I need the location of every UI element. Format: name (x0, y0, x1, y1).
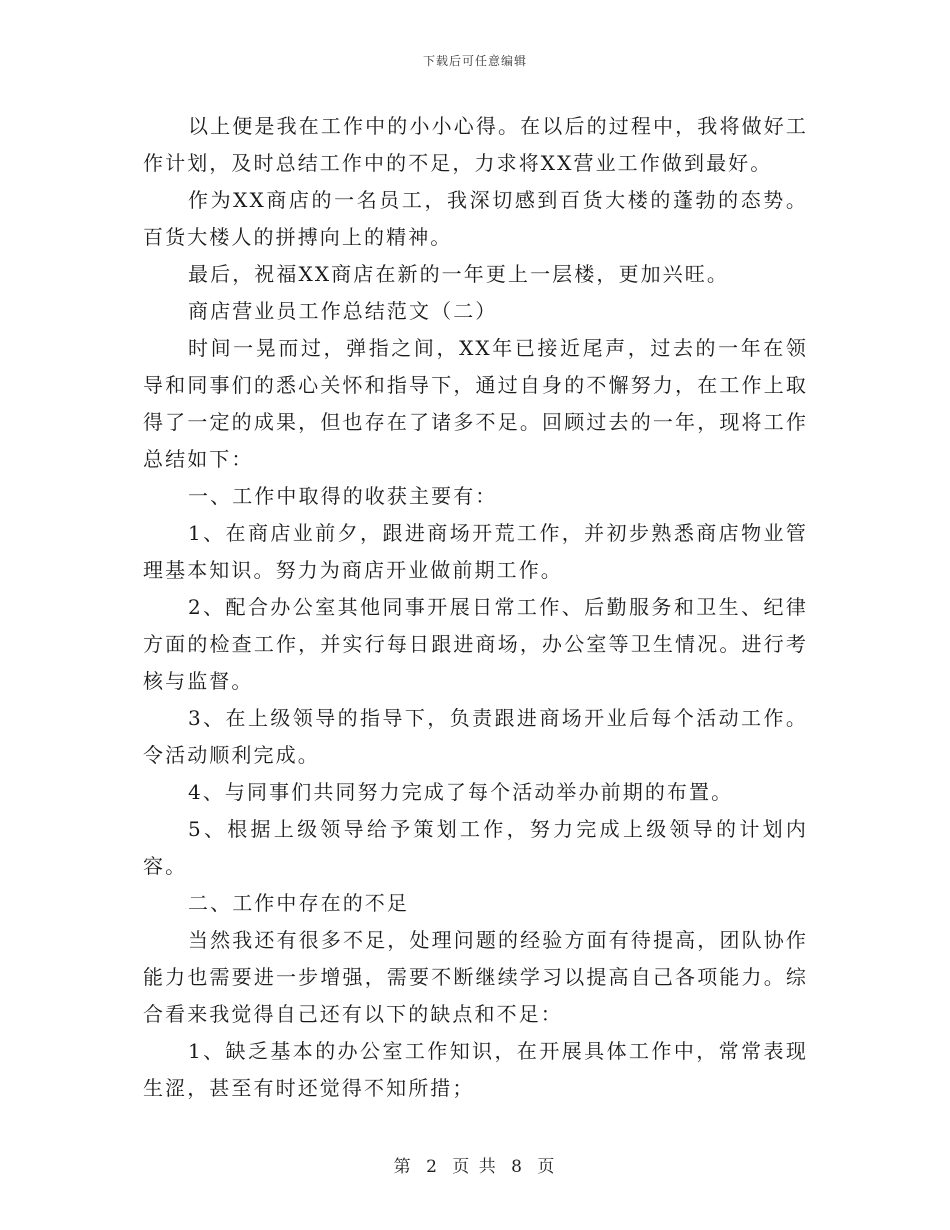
list-item-3: 3、在上级领导的指导下，负责跟进商场开业后每个活动工作。令活动顺利完成。 (143, 706, 808, 767)
paragraph-intro: 时间一晃而过，弹指之间，XX年已接近尾声，过去的一年在领导和同事们的悉心关怀和指导下，通过自身的不懈努力，在工作上取得了一定的成果，但也存在了诸多不足。回顾过去的一年，现将工作总结如下： (143, 336, 808, 471)
shortcoming-item-1: 1、缺乏基本的办公室工作知识，在开展具体工作中，常常表现生涩，甚至有时还觉得不知所措； (143, 1039, 808, 1100)
paragraph-1: 以上便是我在工作中的小小心得。在以后的过程中，我将做好工作计划，及时总结工作中的不足，力求将XX营业工作做到最好。 (143, 114, 808, 175)
list-item-5: 5、根据上级领导给予策划工作，努力完成上级领导的计划内容。 (143, 817, 808, 878)
paragraph-2: 作为XX商店的一名员工，我深切感到百货大楼的蓬勃的态势。百货大楼人的拼搏向上的精神。 (143, 188, 808, 249)
list-item-2: 2、配合办公室其他同事开展日常工作、后勤服务和卫生、纪律方面的检查工作，并实行每日跟进商场，办公室等卫生情况。进行考核与监督。 (143, 595, 808, 693)
footer-middle: 页 共 (452, 1157, 498, 1177)
page-footer (0, 1152, 950, 1177)
footer-current-page: 2 (426, 1157, 439, 1177)
section-title: 商店营业员工作总结范文（二） (188, 299, 498, 323)
footer-prefix: 第 (393, 1157, 413, 1177)
paragraph-shortcomings: 当然我还有很多不足，处理问题的经验方面有待提高，团队协作能力也需要进一步增强，需要不断继续学习以提高自己各项能力。综合看来我觉得自己还有以下的缺点和不足： (143, 928, 808, 1026)
page-header: 下载后可任意编辑 (422, 54, 527, 68)
document-body (143, 108, 808, 1107)
list-item-4: 4、与同事们共同努力完成了每个活动举办前期的布置。 (188, 780, 734, 804)
footer-suffix: 页 (537, 1157, 557, 1177)
list-item-1: 1、在商店业前夕，跟进商场开荒工作，并初步熟悉商店物业管理基本知识。努力为商店开业做前期工作。 (143, 521, 808, 582)
paragraph-3: 最后，祝福XX商店在新的一年更上一层楼，更加兴旺。 (188, 262, 729, 286)
heading-achievements: 一、工作中取得的收获主要有： (188, 484, 498, 508)
footer-total-pages: 8 (511, 1157, 524, 1177)
heading-shortcomings: 二、工作中存在的不足 (188, 891, 409, 915)
